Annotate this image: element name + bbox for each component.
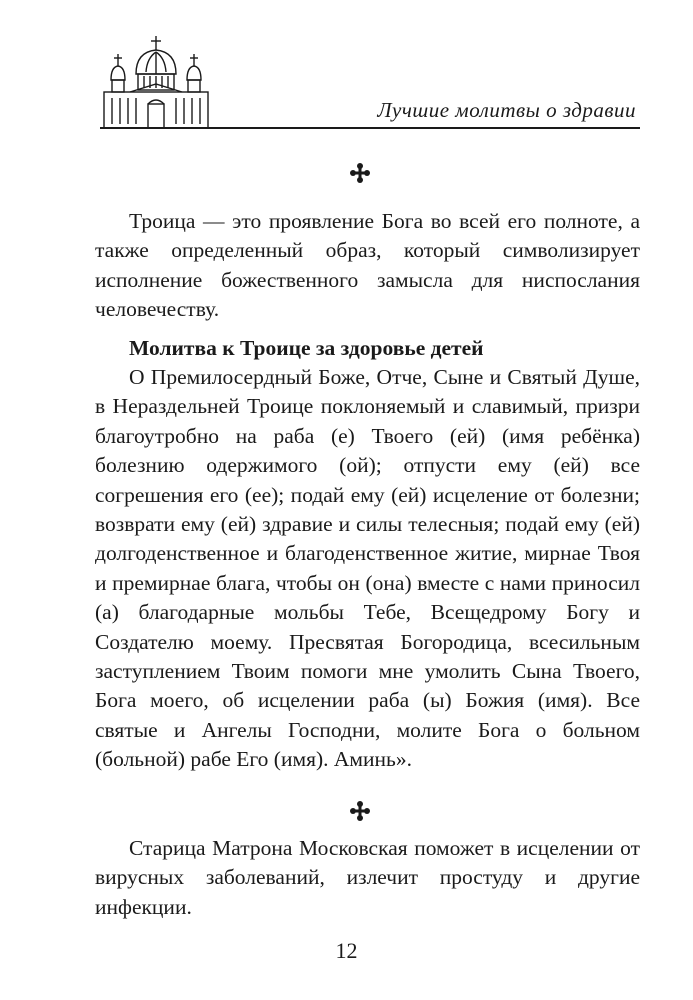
header-rule — [100, 127, 640, 129]
page-number: 12 — [335, 938, 358, 963]
matrona-paragraph: Старица Матрона Московская поможет в исцелении от вирусных заболеваний, излечит простуду и другие инфекции. — [95, 836, 640, 919]
trinity-paragraph: Троица — это проявление Бога во всей его полноте, а также определенный образ, который символизирует исполнение божественного замысла для ниспослания человечеству. — [95, 209, 640, 322]
cross-ornament-icon — [349, 162, 371, 184]
prayer-text: О Премилосердный Боже, Отче, Сыне и Святый Душе, в Нераздельней Троице поклоняемый и славимый, призри благоутробно на раба (е) Твоего (ей) (имя ребёнка) болезнию одержимого (ой); отпусти ему (ей) все согрешения его (ее); подай ему (ей) исцеление от болезни; возврати ему (ей) здравие и силы телесныя; подай ему (ей) долгоденственное и благоденственное житие, мирнае Твоя и премирнае блага, чтобы он (она) вместе с нами приносил (а) благодарные мольбы Тебе, Всещедрому Богу и Создателю моему. Пресвятая Богородица, всесильным заступлением Твоим помоги мне умолить Сына Твоего, Бога моего, об исцелении раба (ы) Божия (имя). Все святые и Ангелы Господни, молите Бога о больном (больной) рабе Его (имя). Аминь». — [95, 365, 640, 772]
prayer-heading: Молитва к Троице за здоровье детей — [129, 336, 484, 360]
cathedral-icon — [100, 36, 212, 132]
page-header — [0, 0, 693, 140]
cross-ornament-icon — [349, 800, 371, 822]
running-title: Лучшие молитвы о здравии — [377, 98, 636, 122]
